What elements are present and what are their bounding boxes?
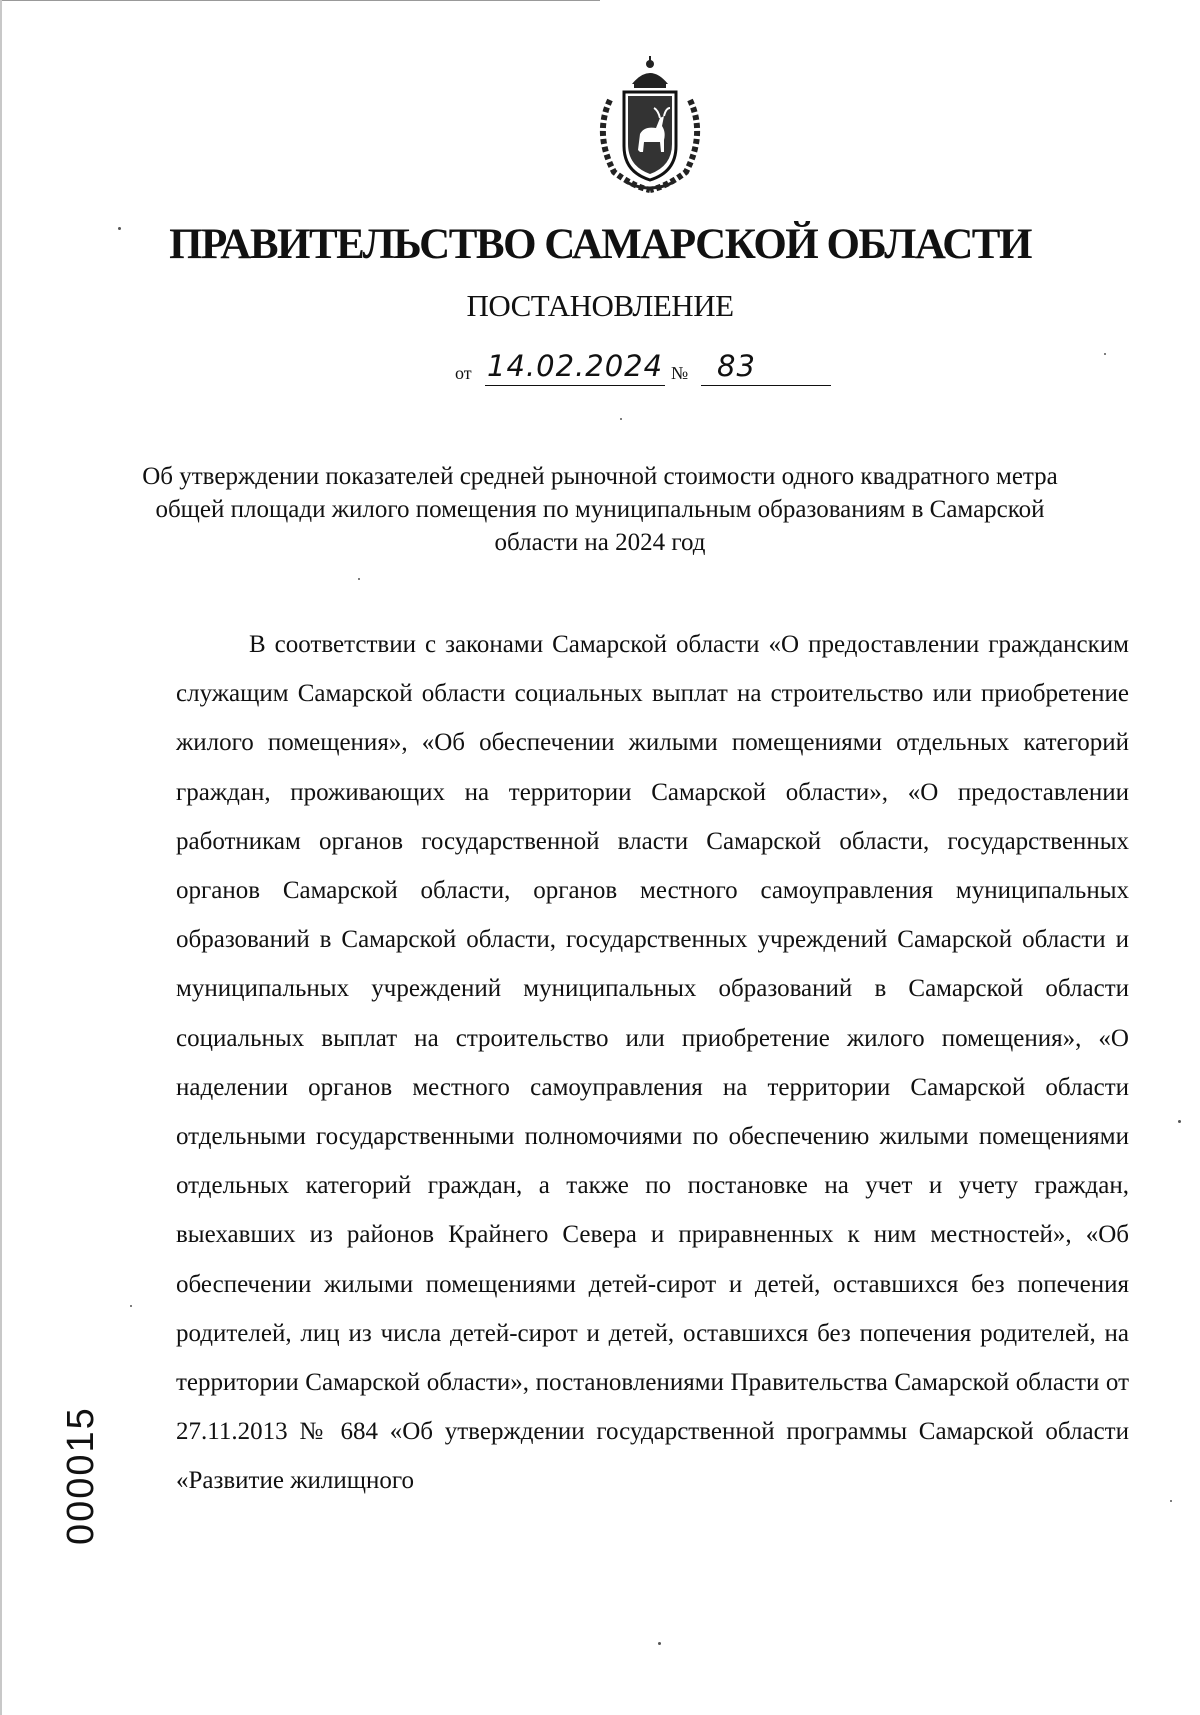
number-prefix: № <box>671 363 689 383</box>
body-paragraph: В соответствии с законами Самарской области «О предоставлении гражданским служащим Самарской области социальных выплат на строительство или приобретение жилого помещения», «Об обеспечении жилыми помещениями отдельных категорий граждан, проживающих на территории Самарской области», «О предоставлении работникам органов государственной власти Самарской области, государственных органов Самарской области, органов местного самоуправления муниципальных образований в Самарской области, государственных учреждений Самарской области и муниципальных учреждений муниципальных образований в Самарской области социальных выплат на строительство или приобретение жилого помещения», «О наделении органов местного самоуправления на территории Самарской области отдельными государственными полномочиями по обеспечению жилыми помещениями отдельных категорий граждан, а также по постановке на учет и учету граждан, выехавших из районов Крайнего Севера и приравненных к ним местностей», «Об обеспечении жилыми помещениями детей-сирот и детей, оставшихся без попечения родителей, лиц из числа детей-сирот и детей, оставшихся без попечения родителей, на территории Самарской области», постановлениями Правительства Самарской области от 27.11.2013 № 684 «Об утверждении государственной программы Самарской области «Развитие жилищного <box>176 631 1129 1495</box>
handwritten-number: 83 <box>717 349 756 383</box>
scan-speck <box>118 227 121 230</box>
date-number-line <box>455 351 835 391</box>
samara-coat-of-arms-icon <box>580 54 720 194</box>
scan-speck <box>1104 353 1106 355</box>
scan-speck <box>1170 1500 1172 1502</box>
date-underline <box>485 385 665 386</box>
scan-speck <box>358 578 360 580</box>
scan-speck <box>658 1642 661 1645</box>
government-title: ПРАВИТЕЛЬСТВО САМАРСКОЙ ОБЛАСТИ <box>169 221 1031 268</box>
side-page-stamp: 000015 <box>60 1406 102 1545</box>
document-type: ПОСТАНОВЛЕНИЕ <box>466 288 734 323</box>
scan-speck <box>1178 1120 1181 1123</box>
date-prefix: от <box>455 363 472 383</box>
scan-top-edge <box>0 0 600 1</box>
scan-speck <box>620 418 622 420</box>
scan-speck <box>130 1305 132 1307</box>
handwritten-date: 14.02.2024 <box>487 349 664 383</box>
number-underline <box>701 385 831 386</box>
document-subject: Об утверждении показателей средней рыночной стоимости одного квадратного метра общей площади жилого помещения по муниципальным образованиям в Самарской области на 2024 год <box>142 463 1058 556</box>
